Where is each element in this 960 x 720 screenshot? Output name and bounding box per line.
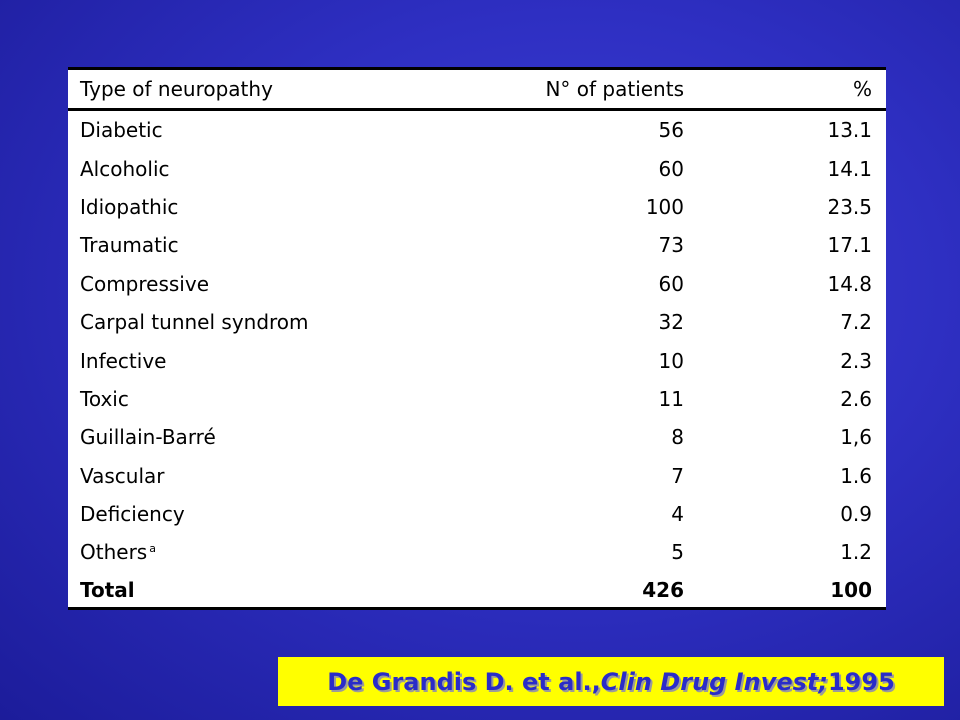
table-row — [68, 265, 886, 303]
cell-percent: 0.9 — [840, 502, 872, 527]
cell-percent: 2.6 — [840, 386, 872, 411]
cell-patients: 32 — [658, 310, 684, 335]
neuropathy-table-panel — [68, 67, 886, 610]
header-percent: % — [696, 70, 886, 110]
cell-type — [68, 533, 372, 571]
cell-patients: 100 — [645, 194, 684, 219]
table-row — [68, 418, 886, 456]
table-row — [68, 457, 886, 495]
total-patients: 426 — [642, 577, 684, 602]
cell-type: Deficiency — [80, 502, 185, 527]
table-row — [68, 110, 886, 150]
cell-patients: 56 — [658, 118, 684, 143]
table-row — [68, 341, 886, 379]
cell-patients: 8 — [671, 425, 684, 450]
citation-authors: De Grandis D. et al., — [327, 667, 601, 696]
cell-patients: 7 — [671, 463, 684, 488]
table-row — [68, 303, 886, 341]
cell-patients: 4 — [671, 502, 684, 527]
citation-banner — [278, 657, 944, 706]
cell-percent: 1.6 — [840, 463, 872, 488]
header-number-of-patients: N° of patients — [372, 70, 696, 110]
table-row — [68, 533, 886, 571]
cell-patients: 5 — [671, 540, 684, 565]
table-header-row — [68, 70, 886, 110]
cell-percent: 17.1 — [827, 233, 872, 258]
table-total-row — [68, 572, 886, 608]
table-row — [68, 495, 886, 533]
citation-journal: Clin Drug Invest; — [600, 667, 828, 696]
cell-type: Alcoholic — [80, 156, 170, 181]
footnote-marker: a — [149, 541, 156, 555]
header-type-of-neuropathy: Type of neuropathy — [68, 70, 372, 110]
cell-percent: 1.2 — [840, 540, 872, 565]
cell-percent: 23.5 — [827, 194, 872, 219]
table-row — [68, 188, 886, 226]
cell-type: Infective — [80, 348, 167, 373]
table-row — [68, 149, 886, 187]
cell-percent: 14.8 — [827, 271, 872, 296]
cell-type: Vascular — [80, 463, 165, 488]
cell-type: Carpal tunnel syndrom — [80, 310, 309, 335]
cell-percent: 1,6 — [840, 425, 872, 450]
cell-percent: 13.1 — [827, 118, 872, 143]
cell-percent: 14.1 — [827, 156, 872, 181]
cell-patients: 73 — [658, 233, 684, 258]
cell-type: Compressive — [80, 271, 210, 296]
total-label: Total — [80, 577, 135, 602]
cell-patients: 11 — [658, 386, 684, 411]
cell-patients: 10 — [658, 348, 684, 373]
cell-percent: 7.2 — [840, 310, 872, 335]
cell-type: Idiopathic — [80, 194, 179, 219]
total-percent: 100 — [830, 577, 872, 602]
cell-type: Toxic — [80, 386, 129, 411]
table-row — [68, 380, 886, 418]
neuropathy-table — [68, 70, 886, 608]
cell-patients: 60 — [658, 156, 684, 181]
cell-type: Guillain-Barré — [80, 425, 216, 450]
cell-type-label: Others — [80, 540, 148, 565]
cell-percent: 2.3 — [840, 348, 872, 373]
cell-patients: 60 — [658, 271, 684, 296]
cell-type: Traumatic — [80, 233, 179, 258]
cell-type: Diabetic — [80, 118, 163, 143]
citation-year: 1995 — [827, 667, 895, 696]
table-row — [68, 226, 886, 264]
